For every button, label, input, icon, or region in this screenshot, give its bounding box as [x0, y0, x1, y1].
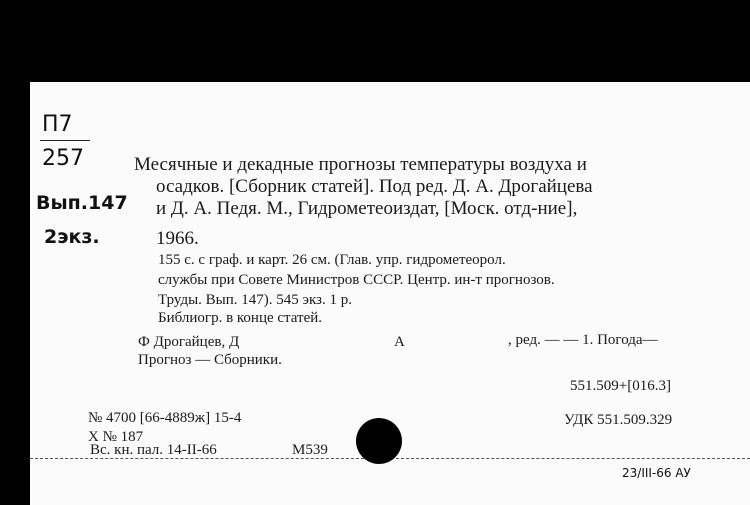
class-number: 551.509+[016.3] — [570, 378, 671, 394]
footer-mark: М539 — [292, 442, 328, 458]
tracing-line-1-mid: А — [394, 334, 405, 350]
tracing-line-2: Прогноз — Сборники. — [138, 352, 282, 368]
description-line-3: Труды. Вып. 147). 545 экз. 1 р. — [158, 292, 352, 308]
x-number: X № 187 — [88, 429, 144, 445]
description-line-1: 155 с. с граф. и карт. 26 см. (Глав. упр. гидрометеорол. — [158, 252, 506, 268]
punch-hole — [356, 418, 402, 464]
order-number: № 4700 [66-4889ж] 15-4 — [88, 410, 242, 426]
udc-number: УДК 551.509.329 — [564, 412, 673, 428]
issue-note: Вып.147 — [36, 192, 128, 214]
shelf-mark-bottom: 257 — [42, 146, 84, 171]
shelf-mark-top: П7 — [42, 112, 73, 137]
footer-publisher-line: Вс. кн. пал. 14-II-66 — [90, 442, 217, 458]
shelf-mark-rule — [40, 140, 90, 141]
tracing-line-1-right: , ред. — — 1. Погода— — [508, 332, 658, 348]
title-line-4: 1966. — [156, 228, 199, 249]
description-line-4: Библиогр. в конце статей. — [158, 310, 323, 326]
title-line-2: осадков. [Сборник статей]. Под ред. Д. А. Дрогайцева — [156, 176, 593, 197]
tracing-line-1-left: Ф Дрогайцев, Д — [138, 334, 240, 350]
description-line-2: службы при Совете Министров СССР. Центр. ин-т прогнозов. — [158, 272, 555, 288]
title-line-3: и Д. А. Педя. М., Гидрометеоиздат, [Моск. отд-ние], — [156, 198, 578, 219]
title-line-1: Месячные и декадные прогнозы температуры воздуха и — [134, 154, 587, 175]
footer-handwritten-date: 23/III-66 АУ — [622, 466, 691, 480]
copies-note: 2экз. — [44, 226, 100, 248]
